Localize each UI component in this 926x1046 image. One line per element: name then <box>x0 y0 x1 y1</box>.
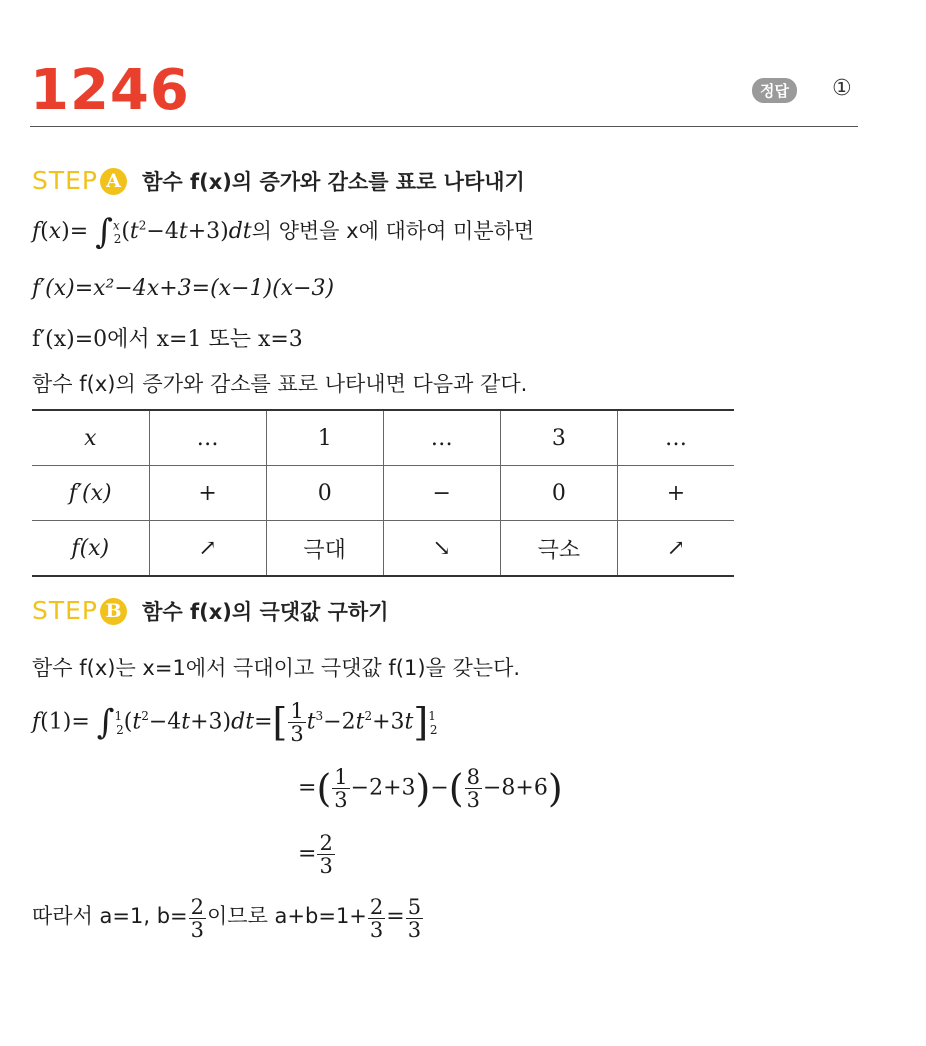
conclusion-mid: 이므로 a+b=1+ <box>207 904 367 928</box>
answer-value: ① <box>832 76 852 101</box>
integral-eval-line: $f(1)= \int^1_2(t^2-4t+3)dt=$[ $\frac{1}{3}$ $t^3-2t^2+3t]^1_2$ <box>32 699 438 746</box>
increase-decrease-table <box>32 409 734 577</box>
table-cell: ↘ <box>383 521 500 577</box>
step-b-title: 함수 f(x)의 극댓값 구하기 <box>142 600 389 624</box>
local-max-line: 함수 f(x)는 x=1에서 극대이고 극댓값 f(1)을 갖는다. <box>32 656 521 680</box>
table-cell: 극대 <box>266 521 383 577</box>
problem-number: 1246 <box>30 58 190 123</box>
step-a-letter: A <box>100 168 127 195</box>
step-a-label: STEP <box>32 166 99 195</box>
table-cell: x <box>32 410 149 466</box>
conclusion-line: 따라서 a=1, b= $\frac{2}{3}$ 이므로 a+b=1+ $\frac{2}{3}$ = $\frac{5}{3}$ <box>32 895 422 942</box>
table-cell: … <box>383 410 500 466</box>
table-cell: + <box>617 466 734 521</box>
substitution-line: =( $\frac{1}{3}$ −2+3)−( $\frac{8}{3}$ −8+6) <box>298 765 563 812</box>
step-b-label: STEP <box>32 596 99 625</box>
result-line: = $\frac{2}{3}$ <box>298 831 333 878</box>
critical-points-line: f′(x)=0에서 x=1 또는 x=3 <box>32 327 303 352</box>
table-row <box>32 410 734 466</box>
step-b-heading <box>32 596 389 626</box>
derivative-setup-text: 의 양변을 x에 대하여 미분하면 <box>251 219 535 243</box>
table-cell: 0 <box>500 466 617 521</box>
table-cell: 극소 <box>500 521 617 577</box>
table-cell: … <box>617 410 734 466</box>
table-cell: + <box>149 466 266 521</box>
table-cell: 1 <box>266 410 383 466</box>
table-cell: 3 <box>500 410 617 466</box>
table-cell: f(x) <box>32 521 149 577</box>
table-cell: … <box>149 410 266 466</box>
step-a-title: 함수 f(x)의 증가와 감소를 표로 나타내기 <box>142 170 525 194</box>
derivative-line: f′(x)=x²−4x+3=(x−1)(x−3) <box>32 276 335 301</box>
table-cell: f′(x) <box>32 466 149 521</box>
conclusion-head: 따라서 a=1, b= <box>32 904 188 928</box>
header-divider <box>30 126 858 127</box>
derivative-setup: $f(x)= \int^x_2(t^2-4t+3)dt$의 양변을 x에 대하여 미분하면 <box>32 212 535 252</box>
table-cell: ↗ <box>149 521 266 577</box>
step-b-letter: B <box>100 598 127 625</box>
table-cell: 0 <box>266 466 383 521</box>
table-row <box>32 466 734 521</box>
table-cell: ↗ <box>617 521 734 577</box>
answer-badge: 정답 <box>752 78 797 103</box>
table-row <box>32 521 734 577</box>
step-a-heading <box>32 166 525 196</box>
table-intro-line: 함수 f(x)의 증가와 감소를 표로 나타내면 다음과 같다. <box>32 372 528 396</box>
table-cell: − <box>383 466 500 521</box>
